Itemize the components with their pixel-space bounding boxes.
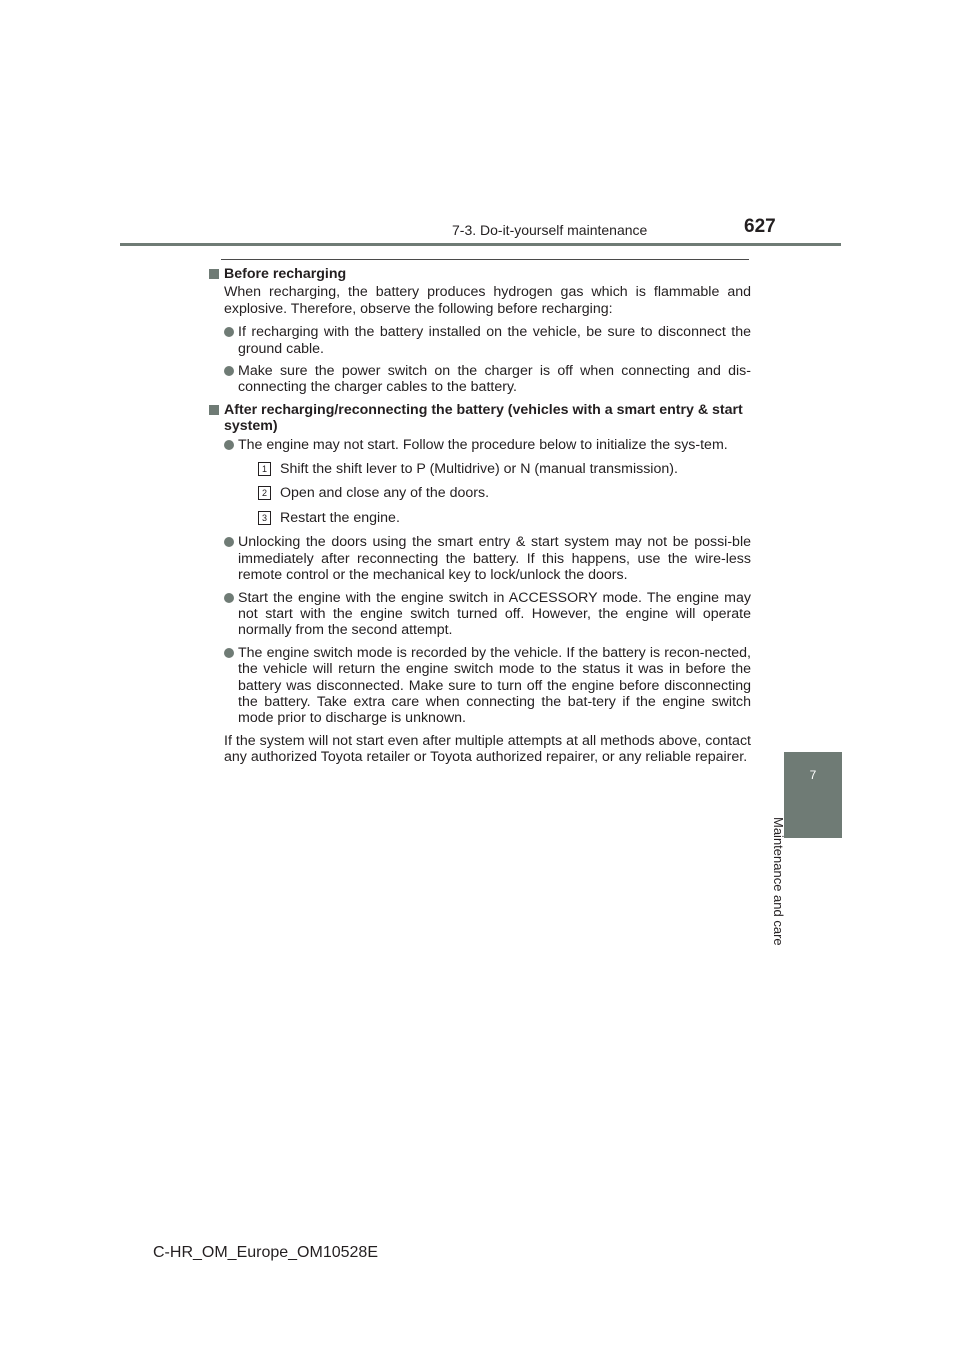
circle-bullet-icon: [224, 593, 234, 603]
section-heading: Before recharging: [209, 266, 751, 282]
intro-paragraph: When recharging, the battery produces hydrogen gas which is flammable and explosive. Therefore, observe the following before recharging:: [224, 284, 751, 317]
page-content: [209, 266, 751, 773]
circle-bullet-icon: [224, 648, 234, 658]
chapter-tab: [784, 752, 842, 838]
content-divider: [221, 259, 749, 260]
list-item: The engine switch mode is recorded by the vehicle. If the battery is recon-nected, the vehicle will return the engine switch mode to the status it was in before the battery was disconnected. Make sure to turn off the engine before disconnecting the battery. Take extra care when connecting the bat-tery if the engine switch mode prior to discharge is unknown.: [209, 645, 751, 727]
step-list: [238, 461, 751, 526]
square-bullet-icon: [209, 269, 219, 279]
list-item: Make sure the power switch on the charger is off when connecting and dis-connecting the charger cables to the battery.: [209, 363, 751, 396]
square-bullet-icon: [209, 405, 219, 415]
step-number: 2: [258, 486, 271, 500]
circle-bullet-icon: [224, 537, 234, 547]
step-item: 2 Open and close any of the doors.: [238, 485, 751, 501]
chapter-number: 7: [809, 768, 817, 782]
closing-paragraph: If the system will not start even after multiple attempts at all methods above, contact any authorized Toyota retailer or Toyota authorized repairer, or any reliable repairer.: [224, 732, 751, 766]
circle-bullet-icon: [224, 366, 234, 376]
list-item: Start the engine with the engine switch in ACCESSORY mode. The engine may not start with the engine switch turned off. However, the engine will operate normally from the second attempt.: [209, 590, 751, 639]
list-item: The engine may not start. Follow the procedure below to initialize the sys-tem. 1 Shift the shift lever to P (Multidrive) or N (manual transmission). 2 Open and close any of the doors. 3 Restart the engine.: [209, 437, 751, 527]
circle-bullet-icon: [224, 440, 234, 450]
step-number: 3: [258, 511, 271, 525]
section-title: 7-3. Do-it-yourself maintenance: [452, 222, 648, 238]
step-item: 3 Restart the engine.: [238, 510, 751, 526]
document-id: C-HR_OM_Europe_OM10528E: [153, 1244, 378, 1261]
header-divider: [120, 243, 841, 246]
list-item: If recharging with the battery installed on the vehicle, be sure to disconnect the ground cable.: [209, 324, 751, 357]
step-number: 1: [258, 462, 271, 476]
chapter-label: Maintenance and care: [771, 817, 786, 946]
section-heading: After recharging/reconnecting the battery (vehicles with a smart entry & start system): [209, 402, 751, 435]
circle-bullet-icon: [224, 327, 234, 337]
step-item: 1 Shift the shift lever to P (Multidrive) or N (manual transmission).: [238, 461, 751, 477]
list-item: Unlocking the doors using the smart entry & start system may not be possi-ble immediately after reconnecting the battery. If this happens, use the wire-less remote control or the mechanical key to lock/unlock the doors.: [209, 534, 751, 583]
page-number: 627: [744, 216, 776, 237]
